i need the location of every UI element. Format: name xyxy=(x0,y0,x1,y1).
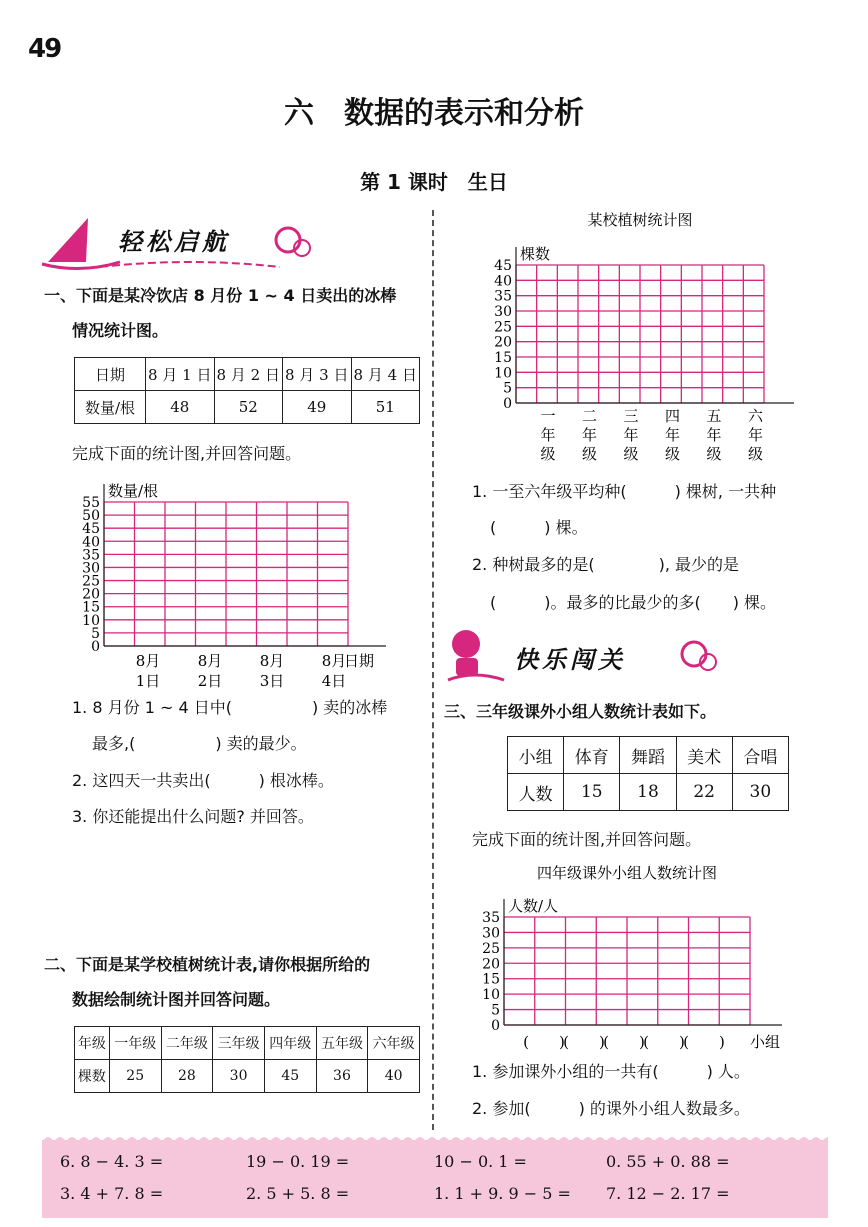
x-tick-label: 年 xyxy=(623,426,639,444)
table-cell: 体育 xyxy=(564,737,620,774)
y-tick-label: 0 xyxy=(91,639,100,655)
q1-sub3: 3. 你还能提出什么问题? 并回答。 xyxy=(72,807,314,826)
calc-item: 10 − 0. 1 = xyxy=(434,1152,527,1171)
x-tick-label: 级 xyxy=(581,445,598,463)
x-tick-label: 4日 xyxy=(321,672,347,690)
y-tick-label: 30 xyxy=(82,560,100,577)
table-cell: 52 xyxy=(214,391,283,424)
x-tick-label: 8月 xyxy=(259,652,285,670)
banner-easy-start xyxy=(40,212,330,272)
y-tick-label: 35 xyxy=(494,288,512,305)
y-tick-label: 15 xyxy=(494,350,512,366)
x-tick-label: ( ) xyxy=(563,1033,605,1051)
y-tick-label: 5 xyxy=(503,380,512,397)
table-cell: 30 xyxy=(213,1060,265,1093)
q2-sub1-line2: ( ) 棵。 xyxy=(490,518,588,537)
table-row xyxy=(508,774,789,811)
q1-sub1-line2: 最多,( ) 卖的最少。 xyxy=(92,734,307,753)
x-tick-label: 8月 xyxy=(135,652,161,670)
table-cell: 8 月 3 日 xyxy=(283,358,352,391)
table-row xyxy=(508,737,789,774)
y-tick-label: 10 xyxy=(82,612,100,629)
q2-sub2-line1: 2. 种树最多的是( ), 最少的是 xyxy=(472,555,740,574)
table-cell: 年级 xyxy=(75,1027,110,1060)
y-tick-label: 20 xyxy=(494,334,512,351)
y-tick-label: 5 xyxy=(91,625,100,642)
q1-table xyxy=(74,357,420,424)
table-cell: 三年级 xyxy=(213,1027,265,1060)
x-tick-label: 2日 xyxy=(197,672,223,690)
y-tick-label: 15 xyxy=(482,971,500,988)
chart-tree-planting xyxy=(470,205,820,470)
table-cell: 36 xyxy=(316,1060,368,1093)
q2-sub1-line1: 1. 一至六年级平均种( ) 棵树, 一共种 xyxy=(472,482,777,501)
table-row xyxy=(75,391,420,424)
y-tick-label: 15 xyxy=(82,599,100,616)
table-cell: 22 xyxy=(676,774,732,811)
x-tick-label: 级 xyxy=(706,445,722,463)
q1-instruction: 完成下面的统计图,并回答问题。 xyxy=(72,444,302,463)
table-cell: 45 xyxy=(264,1060,316,1093)
table-cell: 棵数 xyxy=(75,1060,110,1093)
band-scallop-edge xyxy=(42,1134,828,1142)
x-tick-label: ( ) xyxy=(603,1033,645,1051)
table-cell: 四年级 xyxy=(264,1027,316,1060)
table-row xyxy=(75,1027,420,1060)
x-tick-label: 六 xyxy=(747,407,764,425)
table-cell: 数量/根 xyxy=(75,391,146,424)
y-tick-label: 0 xyxy=(491,1018,500,1034)
calc-item: 19 − 0. 19 = xyxy=(246,1152,350,1171)
calc-item: 0. 55 + 0. 88 = xyxy=(606,1152,730,1171)
q2-intro-line1: 二、下面是某学校植树统计表,请你根据所给的 xyxy=(44,955,371,974)
chapter-title: 六 数据的表示和分析 xyxy=(284,96,584,131)
y-tick-label: 5 xyxy=(491,1002,500,1019)
calc-item: 2. 5 + 5. 8 = xyxy=(246,1184,350,1203)
table-cell: 六年级 xyxy=(368,1027,420,1060)
x-axis-label: 小组 xyxy=(750,1033,781,1051)
y-axis-label: 人数/人 xyxy=(508,897,559,915)
table-cell: 40 xyxy=(368,1060,420,1093)
table-cell: 二年级 xyxy=(161,1027,213,1060)
table-cell: 25 xyxy=(109,1060,161,1093)
chart-group-members xyxy=(470,860,820,1055)
calc-item: 1. 1 + 9. 9 − 5 = xyxy=(434,1184,571,1203)
table-cell: 30 xyxy=(732,774,788,811)
y-axis-label: 棵数 xyxy=(520,245,551,263)
table-row xyxy=(75,1060,420,1093)
calc-item: 7. 12 − 2. 17 = xyxy=(606,1184,730,1203)
banner-easy-start-text: 轻松启航 xyxy=(118,228,230,256)
x-tick-label: 年 xyxy=(581,426,598,444)
q2-table xyxy=(74,1026,420,1093)
y-tick-label: 20 xyxy=(482,956,500,973)
table-cell: 美术 xyxy=(676,737,732,774)
table-cell: 人数 xyxy=(508,774,564,811)
table-cell: 日期 xyxy=(75,358,146,391)
y-tick-label: 45 xyxy=(494,258,512,274)
calc-item: 6. 8 − 4. 3 = xyxy=(60,1152,164,1171)
y-tick-label: 40 xyxy=(82,534,100,551)
table-cell: 18 xyxy=(620,774,676,811)
table-cell: 48 xyxy=(146,391,215,424)
table-cell: 51 xyxy=(351,391,420,424)
banner-happy-challenge-text: 快乐闯关 xyxy=(514,646,626,674)
q1-sub1-line1: 1. 8 月份 1 ~ 4 日中( ) 卖的冰棒 xyxy=(72,698,388,717)
x-tick-label: 级 xyxy=(540,445,556,463)
table-cell: 15 xyxy=(564,774,620,811)
x-tick-label: 级 xyxy=(664,445,681,463)
y-tick-label: 25 xyxy=(82,573,100,590)
table-cell: 小组 xyxy=(508,737,564,774)
y-tick-label: 25 xyxy=(494,319,512,336)
x-tick-label: 年 xyxy=(540,426,556,444)
y-tick-label: 45 xyxy=(82,521,100,538)
y-tick-label: 10 xyxy=(482,987,500,1004)
y-tick-label: 10 xyxy=(494,365,512,382)
x-tick-label: 年 xyxy=(664,426,681,444)
x-tick-label: 级 xyxy=(747,445,764,463)
lesson-title: 第 1 课时 生日 xyxy=(360,170,508,194)
q3-intro: 三、三年级课外小组人数统计表如下。 xyxy=(444,702,717,721)
x-tick-label: 一 xyxy=(540,407,556,425)
banner-happy-challenge xyxy=(444,624,734,684)
x-tick-label: 二 xyxy=(581,407,598,425)
q3-sub2: 2. 参加( ) 的课外小组人数最多。 xyxy=(472,1099,750,1118)
y-tick-label: 40 xyxy=(494,273,512,290)
chart-title: 四年级课外小组人数统计图 xyxy=(536,864,718,882)
table-cell: 28 xyxy=(161,1060,213,1093)
x-tick-label: 1日 xyxy=(135,672,161,690)
q3-table xyxy=(507,736,789,811)
table-cell: 49 xyxy=(283,391,352,424)
x-tick-label: 级 xyxy=(623,445,639,463)
x-tick-label: 四 xyxy=(664,407,681,425)
x-axis-label: 日期 xyxy=(344,652,375,670)
y-tick-label: 30 xyxy=(494,304,512,320)
x-tick-label: 五 xyxy=(706,407,722,425)
q1-intro-line1: 一、下面是某冷饮店 8 月份 1 ~ 4 日卖出的冰棒 xyxy=(44,286,397,305)
x-tick-label: 三 xyxy=(623,407,639,425)
q3-instruction: 完成下面的统计图,并回答问题。 xyxy=(472,830,702,849)
y-tick-label: 35 xyxy=(82,547,100,564)
x-tick-label: 3日 xyxy=(259,672,285,690)
x-tick-label: 年 xyxy=(706,426,722,444)
calc-item: 3. 4 + 7. 8 = xyxy=(60,1184,164,1203)
chart-title: 某校植树统计图 xyxy=(587,211,693,229)
x-tick-label: 8月 xyxy=(321,652,347,670)
table-cell: 一年级 xyxy=(109,1027,161,1060)
table-row xyxy=(75,358,420,391)
x-tick-label: ( ) xyxy=(683,1033,725,1051)
table-cell: 8 月 1 日 xyxy=(146,358,215,391)
table-cell: 8 月 4 日 xyxy=(351,358,420,391)
table-cell: 五年级 xyxy=(316,1027,368,1060)
y-tick-label: 20 xyxy=(82,586,100,603)
table-cell: 舞蹈 xyxy=(620,737,676,774)
q2-intro-line2: 数据绘制统计图并回答问题。 xyxy=(72,990,281,1009)
y-tick-label: 35 xyxy=(482,910,500,926)
chart-ice-pop xyxy=(70,472,420,697)
table-cell: 合唱 xyxy=(732,737,788,774)
calculation-band xyxy=(42,1140,828,1218)
column-divider xyxy=(432,210,434,1130)
x-tick-label: ( ) xyxy=(523,1033,565,1051)
y-axis-label: 数量/根 xyxy=(108,482,159,500)
y-tick-label: 55 xyxy=(82,495,100,511)
y-tick-label: 50 xyxy=(82,508,100,525)
x-tick-label: ( ) xyxy=(643,1033,685,1051)
y-tick-label: 0 xyxy=(503,396,512,412)
page-number: 49 xyxy=(28,34,61,64)
x-tick-label: 8月 xyxy=(197,652,223,670)
table-cell: 8 月 2 日 xyxy=(214,358,283,391)
q3-sub1: 1. 参加课外小组的一共有( ) 人。 xyxy=(472,1062,750,1081)
q1-intro-line2: 情况统计图。 xyxy=(72,321,169,340)
y-tick-label: 30 xyxy=(482,925,500,942)
x-tick-label: 年 xyxy=(747,426,764,444)
q1-sub2: 2. 这四天一共卖出( ) 根冰棒。 xyxy=(72,771,334,790)
q2-sub2-line2: ( )。最多的比最少的多( ) 棵。 xyxy=(490,593,777,612)
y-tick-label: 25 xyxy=(482,940,500,957)
